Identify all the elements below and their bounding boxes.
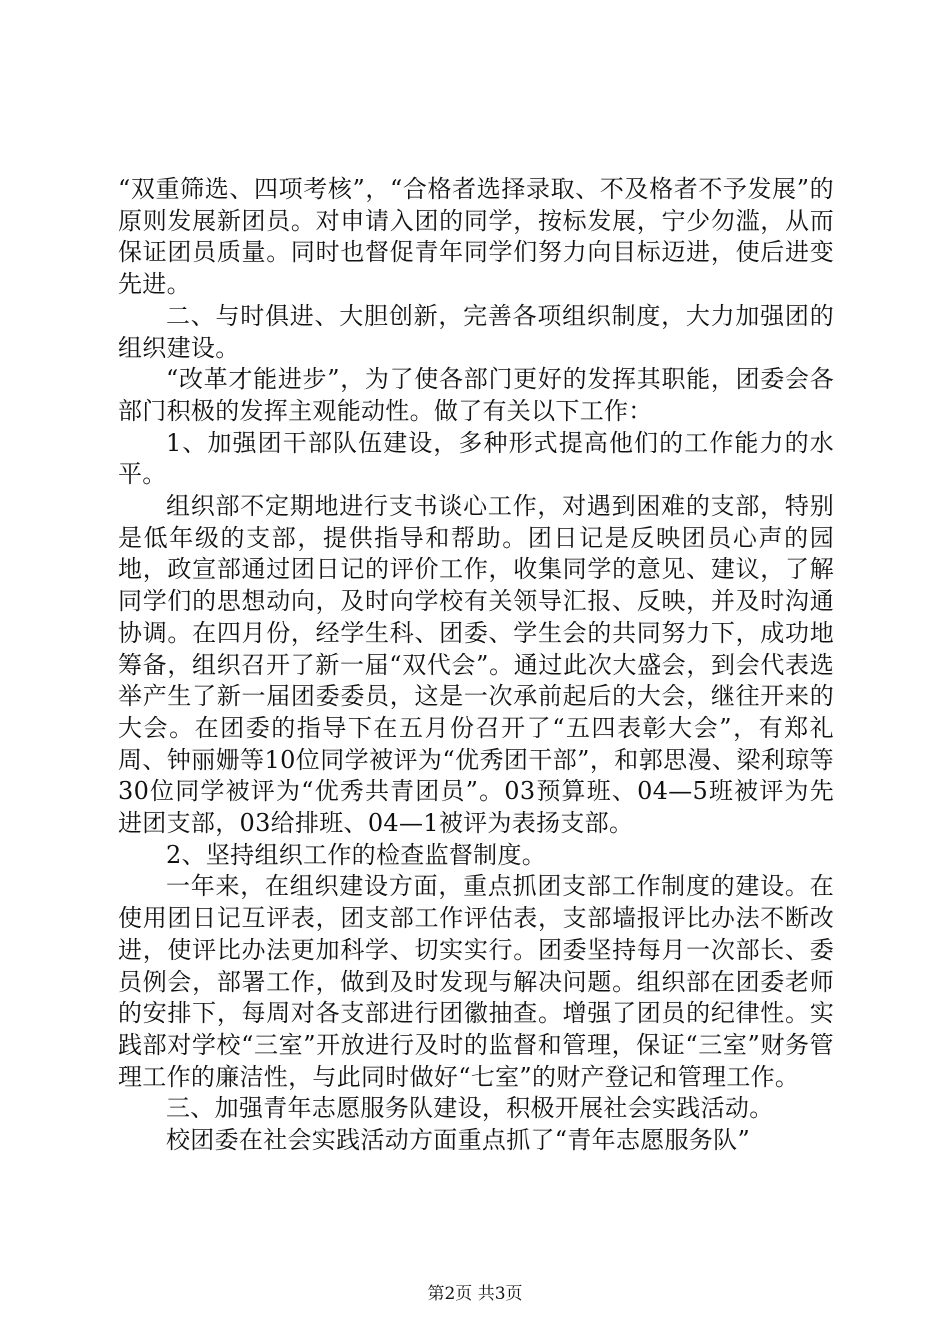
paragraph-volunteer: 校团委在社会实践活动方面重点抓了“青年志愿服务队” [166,1126,751,1155]
section-heading-2: 二、与时俱进、大胆创新，完善各项组织制度，大力加强团的组织建设。 [118,301,834,362]
paragraph-reform: “改革才能进步”，为了使各部门更好的发挥其职能，团委会各部门积极的发挥主观能动性。做了有关以下工作： [118,365,834,425]
page-total: 共3页 [477,1284,523,1304]
subheading-1: 1、加强团干部队伍建设，多种形式提高他们的工作能力的水平。 [118,428,834,489]
paragraph-continued: “双重筛选、四项考核”，“合格者选择录取、不及格者不予发展”的原则发展新团员。对申请入团的同学，按标发展，宁少勿滥，从而保证团员质量。同时也督促青年同学们努力向目标迈进，使后进变先进。 [118,175,834,299]
paragraph-organization: 组织部不定期地进行支书谈心工作，对遇到困难的支部，特别是低年级的支部，提供指导和帮助。团日记是反映团员心声的园地，政宣部通过团日记的评价工作，收集同学的意见、建议，了解同学们的思想动向，及时向学校有关领导汇报、反映，并及时沟通协调。在四月份，经学生科、团委、学生会的共同努力下，成功地筹备，组织召开了新一届“双代会”。通过此次大盛会，到会代表选举产生了新一届团委委员，这是一次承前起后的大会，继往开来的大会。在团委的指导下在五月份召开了“五四表彰大会”，有郑礼周、钟丽姗等10位同学被评为“优秀团干部”，和郭思漫、梁利琼等30位同学被评为“优秀共青团员”。03预算班、04—5班被评为先进团支部，03给排班、04—1被评为表扬支部。 [118,492,834,838]
subheading-2: 2、坚持组织工作的检查监督制度。 [166,840,547,869]
document-body [118,174,834,1157]
page-footer [0,1283,950,1305]
page-number: 第2页 [427,1284,473,1304]
paragraph-supervision: 一年来，在组织建设方面，重点抓团支部工作制度的建设。在使用团日记互评表，团支部工作评估表，支部墙报评比办法不断改进，使评比办法更加科学、切实实行。团委坚持每月一次部长、委员例会，部署工作，做到及时发现与解决问题。组织部在团委老师的安排下，每周对各支部进行团徽抽查。增强了团员的纪律性。实践部对学校“三室”开放进行及时的监督和管理，保证“三室”财务管理工作的廉洁性，与此同时做好“七室”的财产登记和管理工作。 [118,872,834,1091]
section-heading-3: 三、加强青年志愿服务队建设，积极开展社会实践活动。 [166,1094,774,1123]
